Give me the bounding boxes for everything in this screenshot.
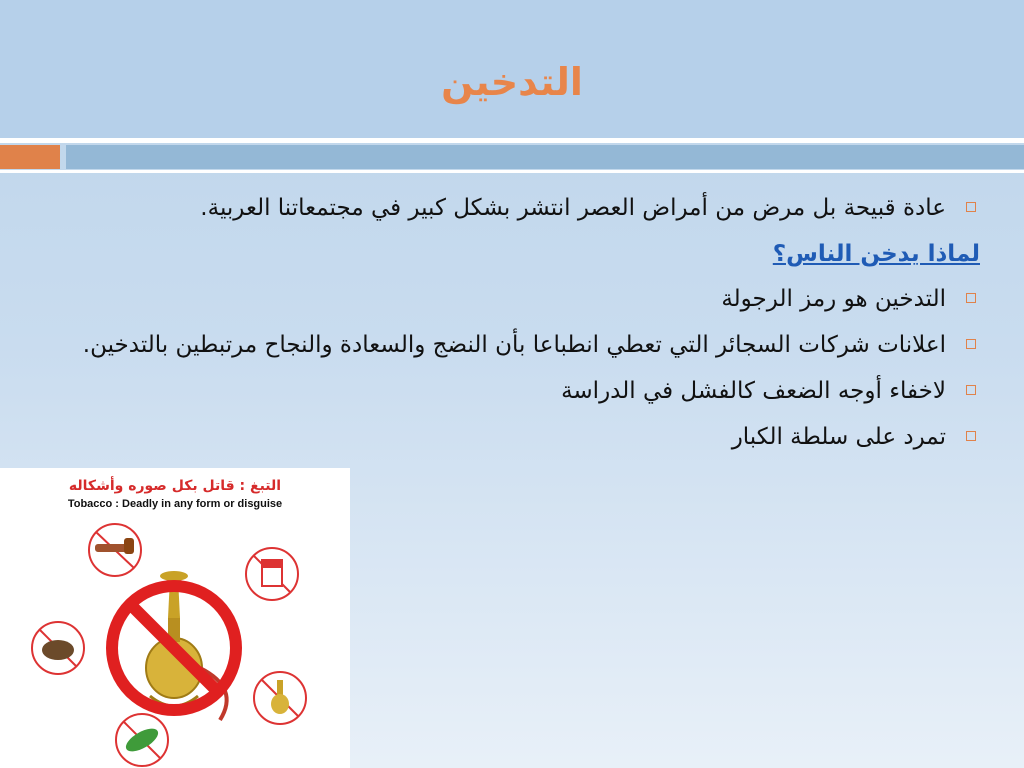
accent-band xyxy=(66,145,1024,169)
reason-text: اعلانات شركات السجائر التي تعطي انطباعا بأن النضج والسعادة والنجاح مرتبطين بالتدخين. xyxy=(82,331,946,358)
bullet-text: عادة قبيحة بل مرض من أمراض العصر انتشر بشكل كبير في مجتمعاتنا العربية. xyxy=(200,195,946,221)
square-bullet-icon xyxy=(966,293,976,303)
slide-content xyxy=(60,188,980,464)
reason-text: لاخفاء أوجه الضعف كالفشل في الدراسة xyxy=(561,378,946,404)
poster-illustration xyxy=(0,468,350,768)
poster-arabic-caption: التبغ : قاتل بكل صوره وأشكاله xyxy=(68,478,282,494)
bullet-item xyxy=(60,188,980,228)
cigarette-pack-icon xyxy=(246,548,298,600)
hookah-prohibition-icon xyxy=(112,571,236,720)
reason-item xyxy=(60,371,980,411)
reason-text: تمرد على سلطة الكبار xyxy=(731,424,946,451)
square-bullet-icon xyxy=(966,202,976,212)
poster-english-caption: Tobacco : Deadly in any form or disguise xyxy=(67,498,283,510)
question-heading[interactable] xyxy=(60,234,980,274)
reason-item xyxy=(60,417,980,457)
square-bullet-icon xyxy=(966,385,976,395)
square-bullet-icon xyxy=(966,431,976,441)
reason-item xyxy=(60,325,980,365)
pipe-icon xyxy=(89,524,141,576)
separator-line-lower xyxy=(0,170,1024,173)
small-hookah-icon xyxy=(254,672,306,724)
leaf-icon xyxy=(116,714,168,766)
square-bullet-icon xyxy=(966,339,976,349)
accent-block xyxy=(0,145,60,169)
anti-tobacco-poster xyxy=(0,468,350,768)
reason-item xyxy=(60,279,980,319)
separator-line xyxy=(0,138,1024,143)
question-heading-text: لماذا يدخن الناس؟ xyxy=(772,241,980,268)
slide-title: التدخين xyxy=(441,60,583,104)
reason-text: التدخين هو رمز الرجولة xyxy=(721,285,946,312)
tobacco-pile-icon xyxy=(32,622,84,674)
